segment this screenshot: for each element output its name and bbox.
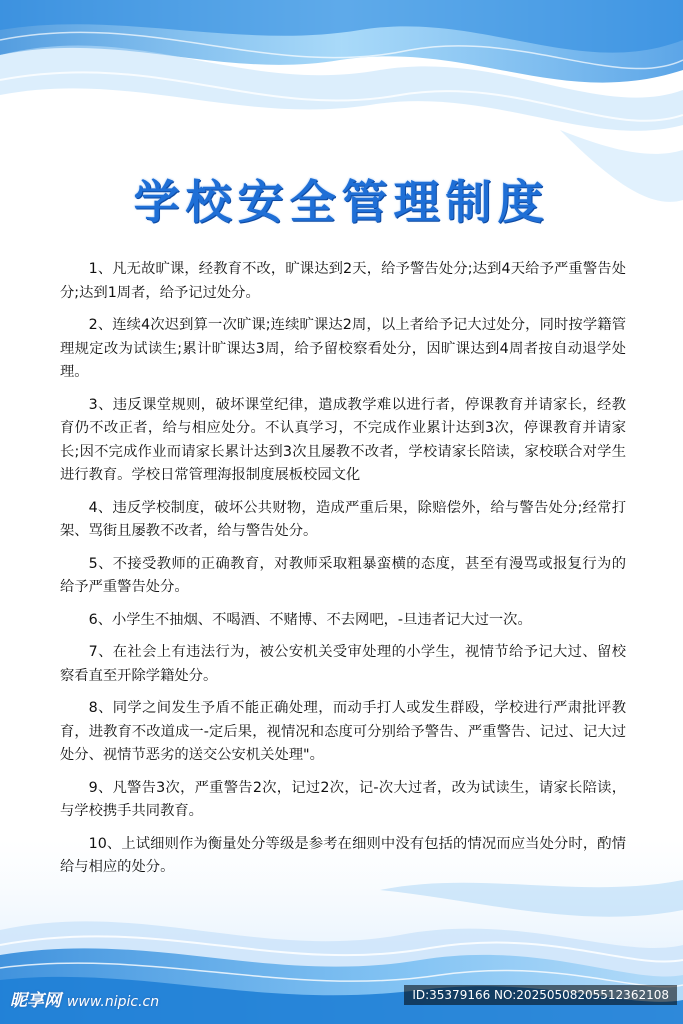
rule-paragraph-10: 10、上试细则作为衡量处分等级是参考在细则中没有包括的情况而应当处分时，酌情给与相应的处分。 [60, 835, 626, 875]
rule-paragraph-8: 8、同学之间发生予盾不能正确处理，而动手打人或发生群殴，学校进行严肃批评教育，进教育不改道成一-定后果，视情况和态度可分别给予警告、严重警告、记过、记大过处分、视情节恶劣的送交公安机关处理"。 [60, 700, 626, 763]
rule-paragraph-9: 9、凡警告3次，严重警告2次，记过2次，记-次大过者，改为试读生，请家长陪读，与学校携手共同教育。 [60, 779, 626, 819]
watermark-url: www.nipic.cn [66, 994, 160, 1010]
rule-paragraph-7: 7、在社会上有违法行为，被公安机关受审处理的小学生，视情节给予记大过、留校察看直至开除学籍处分。 [60, 644, 626, 684]
page-title: 学校安全管理制度 [133, 175, 550, 229]
watermark-logo [10, 986, 159, 1011]
rules-list [60, 258, 626, 889]
rule-paragraph-3: 3、违反课堂规则，破坏课堂纪律，遣成教学难以进行者，停课教育并请家长，经教育仍不改正者，给与相应处分。不认真学习，不完成作业累计达到3次，停课教育并请家长;因不完成作业而请家长累计达到3次且屡教不改者，学校请家长陪读，家校联合对学生进行教育。学校日常管理海报制度展板校园文化 [60, 396, 626, 483]
rule-paragraph-1: 1、凡无故旷课，经教育不改，旷课达到2天，给予警告处分;达到4天给予严重警告处分;达到1周者，给予记过处分。 [60, 261, 626, 301]
rule-paragraph-2: 2、连续4次迟到算一次旷课;连续旷课达2周，以上者给予记大过处分，同时按学籍管理规定改为试读生;累计旷课达3周，给予留校察看处分，因旷课达到4周者按自动退学处理。 [60, 317, 626, 380]
rule-paragraph-6: 6、小学生不抽烟、不喝酒、不赌博、不去网吧，-旦违者记大过一次。 [88, 611, 532, 628]
rule-paragraph-4: 4、违反学校制度，破坏公共财物，造成严重后果，除赔偿外，给与警告处分;经常打架、骂街且屡教不改者，给与警告处分。 [60, 499, 626, 539]
watermark-id: ID:35379166 NO:20250508205512362108 [404, 985, 677, 1005]
rule-paragraph-5: 5、不接受教师的正确教育，对教师采取粗暴蛮横的态度，甚至有漫骂或报复行为的给予严重警告处分。 [60, 555, 626, 595]
watermark-brand: 昵享网 [10, 991, 61, 1011]
